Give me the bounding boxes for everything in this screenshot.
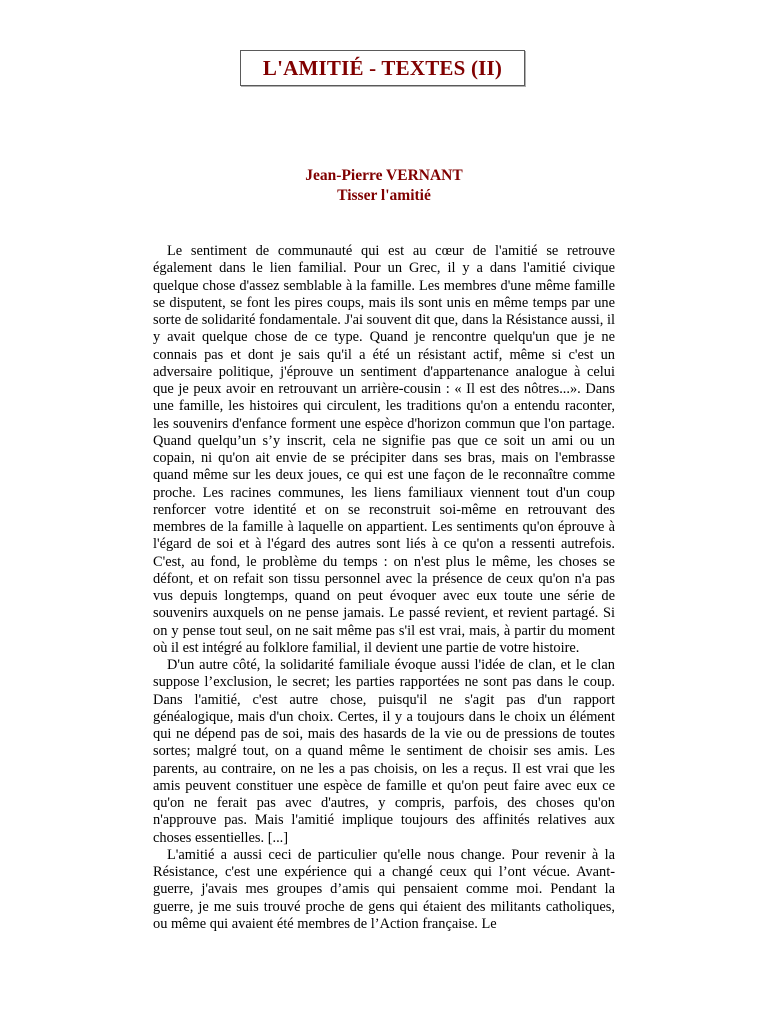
work-title: Tisser l'amitié bbox=[337, 187, 431, 204]
paragraph-2: D'un autre côté, la solidarité familiale évoque aussi l'idée de clan, et le clan suppose l’exclusion, le secret; les parties rapportées ne sont pas dans le coup. Dans l'amitié, c'est autre chose, puisqu'il ne s'agit pas d'un rapport généalogique, mais d'un choix. Certes, il y a toujours dans le choix un élément qui ne dépend pas de soi, mais des hasards de la vie ou de pressions de toutes sortes; malgré tout, on a quand même le sentiment de choisir ses amis. Les parents, au contraire, on ne les a pas choisis, on les a reçus. Il est vrai que les amis peuvent constituer une espèce de famille et qu'on peut faire avec eux ce qu'on ne ferait pas avec d'autres, y compris, parfois, des choses qu'on n'approuve pas. Mais l'amitié implique toujours des affinités relatives aux choses essentielles. [...] bbox=[153, 657, 615, 846]
author-name: Jean-Pierre VERNANT bbox=[305, 167, 463, 184]
page-title: L'AMITIÉ - TEXTES (II) bbox=[262, 55, 503, 80]
paragraph-1: Le sentiment de communauté qui est au cœur de l'amitié se retrouve également dans le lien familial. Pour un Grec, il y a dans l'amitié civique quelque chose d'assez semblable à la famille. Les membres d'une même famille se disputent, se font les pires coups, mais ils sont unis en même temps par une sorte de solidarité fondamentale. J'ai souvent dit que, dans la Résistance aussi, il y avait quelque chose de ce type. Quand je rencontre quelqu'un que je ne connais pas et dont je sais qu'il a été un résistant actif, même si c'est un adversaire politique, j'éprouve un sentiment d'appartenance analogue à celui que je peux avoir en retrouvant un arrière-cousin : « Il est des nôtres...». Dans une famille, les histoires qui circulent, les traditions qu'on a entendu raconter, les souvenirs d'enfance forment une espèce d'horizon commun que l'on partage. Quand quelqu’un s’y inscrit, cela ne signifie pas que ce soit un ami ou un copain, ni qu'on ait envie de se précipiter dans ses bras, mais on l'embrasse quand même sur les deux joues, ce qui est une façon de le reconnaître comme proche. Les racines communes, les liens familiaux viennent tout d'un coup renforcer votre identité et on se reconstruit soi-même en retrouvant des membres de la famille à laquelle on appartient. Les sentiments qu'on éprouve à l'égard de soi et à l'égard des autres sont liés à ce qu'on a ressenti autrefois. C'est, au fond, le problème du temps : on n'est plus le même, les choses se défont, et on refait son tissu personnel avec la présence de ceux qu'on n'a pas vus depuis longtemps, quand on peut évoquer avec eux toute une série de souvenirs auxquels on ne pense jamais. Le passé revient, et revient partagé. Si on y pense tout seul, on ne sait même pas s'il est vrai, mais, à partir du moment où il est intégré au folklore familial, il devient une partie de votre histoire. bbox=[153, 243, 615, 656]
paragraph-3: L'amitié a aussi ceci de particulier qu'elle nous change. Pour revenir à la Résistance, c'est une expérience qui a changé ceux qui l’ont vécue. Avant-guerre, j'avais mes groupes d’amis qui pensaient comme moi. Pendant la guerre, je me suis trouvé proche de gens qui étaient des militants catholiques, ou même qui avaient été membres de l’Action française. Le bbox=[153, 846, 615, 932]
page-title-box bbox=[240, 50, 525, 86]
body-text bbox=[153, 243, 615, 933]
